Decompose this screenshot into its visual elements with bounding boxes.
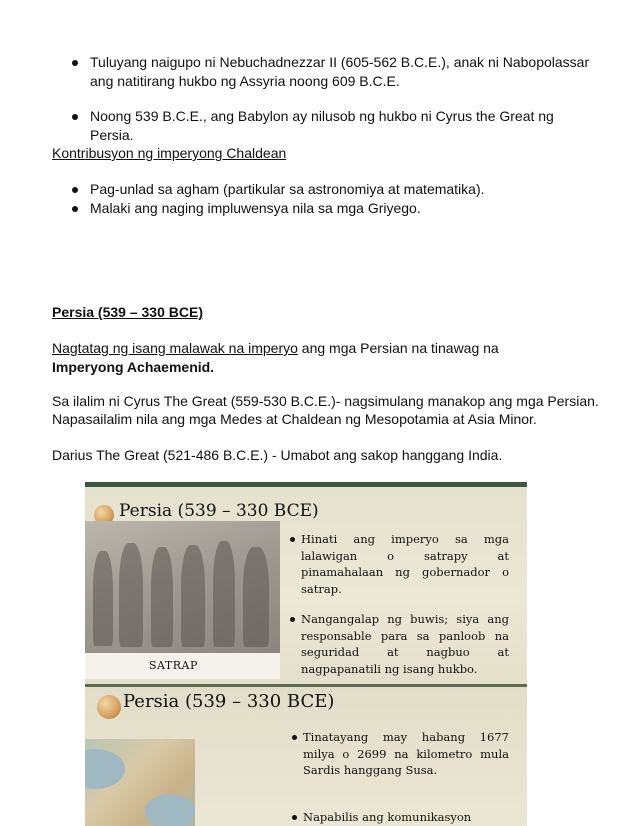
bullet-dot bbox=[72, 187, 78, 193]
list-item bbox=[90, 199, 590, 218]
bullet-dot bbox=[72, 114, 78, 120]
map-sea bbox=[145, 794, 195, 826]
slide-bullet bbox=[303, 729, 509, 779]
coin-icon bbox=[97, 695, 121, 719]
relief-figure bbox=[181, 545, 205, 647]
darius-line: Darius The Great (521-486 B.C.E.) - Umabot ang sakop hanggang India. bbox=[52, 447, 503, 463]
bullet-dot bbox=[72, 60, 78, 66]
bullet-dot bbox=[292, 735, 297, 740]
slide-title: Persia (539 – 330 BCE) bbox=[119, 501, 319, 521]
slide-bullet-text: Hinati ang imperyo sa mga lalawigan o satrapy at pinamahalaan ng gobernador o satrap. bbox=[301, 532, 509, 596]
slide-bullet-text: Napabilis ang komunikasyon bbox=[303, 810, 472, 824]
relief-figure bbox=[93, 551, 113, 646]
slide-bullet bbox=[301, 531, 509, 597]
slide-title: Persia (539 – 330 BCE) bbox=[123, 691, 335, 712]
bullet-dot bbox=[290, 537, 295, 542]
bullet-dot bbox=[72, 206, 78, 212]
bullet-dot bbox=[290, 617, 295, 622]
slide-1 bbox=[85, 482, 527, 687]
list-item bbox=[90, 53, 590, 91]
slide-2 bbox=[85, 684, 527, 826]
slide-bullet-text: Tinatayang may habang 1677 milya o 2699 na kilometro mula Sardis hanggang Susa. bbox=[303, 730, 509, 777]
cyrus-line-1: Sa ilalim ni Cyrus The Great (559-530 B.C.E.)- nagsimulang manakop ang mga Persian. bbox=[52, 393, 599, 409]
slide-bullet bbox=[301, 611, 509, 677]
bullet-dot bbox=[292, 815, 297, 820]
relief-image bbox=[85, 521, 280, 653]
intro-rest: ang mga Persian na tinawag na bbox=[297, 340, 499, 356]
list-item bbox=[90, 107, 590, 145]
relief-figure bbox=[119, 543, 143, 647]
bullet-text: Tuluyang naigupo ni Nebuchadnezzar II (605-562 B.C.E.), anak ni Nabopolassar ang natitirang hukbo ng Assyria noong 609 B.C.E. bbox=[90, 54, 590, 89]
map-sea bbox=[85, 749, 125, 789]
slides-image bbox=[85, 482, 527, 826]
bullet-text: Pag-unlad sa agham (partikular sa astronomiya at matematika). bbox=[90, 181, 485, 197]
bullet-text: Malaki ang naging impluwensya nila sa mga Griyego. bbox=[90, 200, 421, 216]
relief-figure bbox=[243, 547, 269, 647]
persia-intro bbox=[52, 339, 572, 377]
slide-bullet-text: Nangangalap ng buwis; siya ang responsable para sa panloob na seguridad at nagbuo at nagpapanatili ng isang hukbo. bbox=[301, 612, 509, 676]
map-image bbox=[85, 739, 195, 826]
cyrus-line-2: Napasailalim nila ang mga Medes at Chaldean ng Mesopotamia at Asia Minor. bbox=[52, 411, 537, 427]
bullet-text: Noong 539 B.C.E., ang Babylon ay nilusob ng hukbo ni Cyrus the Great ng Persia. bbox=[90, 108, 554, 143]
persia-heading: Persia (539 – 330 BCE) bbox=[52, 304, 203, 320]
intro-bold: Imperyong Achaemenid. bbox=[52, 359, 215, 375]
chaldean-heading: Kontribusyon ng imperyong Chaldean bbox=[52, 145, 287, 161]
list-item bbox=[90, 180, 590, 199]
relief-figure bbox=[151, 547, 173, 647]
intro-underlined: Nagtatag ng isang malawak na imperyo bbox=[52, 340, 298, 356]
relief-caption bbox=[85, 653, 280, 679]
relief-figure bbox=[213, 541, 235, 647]
slide-bullet bbox=[303, 809, 509, 826]
caption-text: SATRAP bbox=[149, 659, 198, 672]
